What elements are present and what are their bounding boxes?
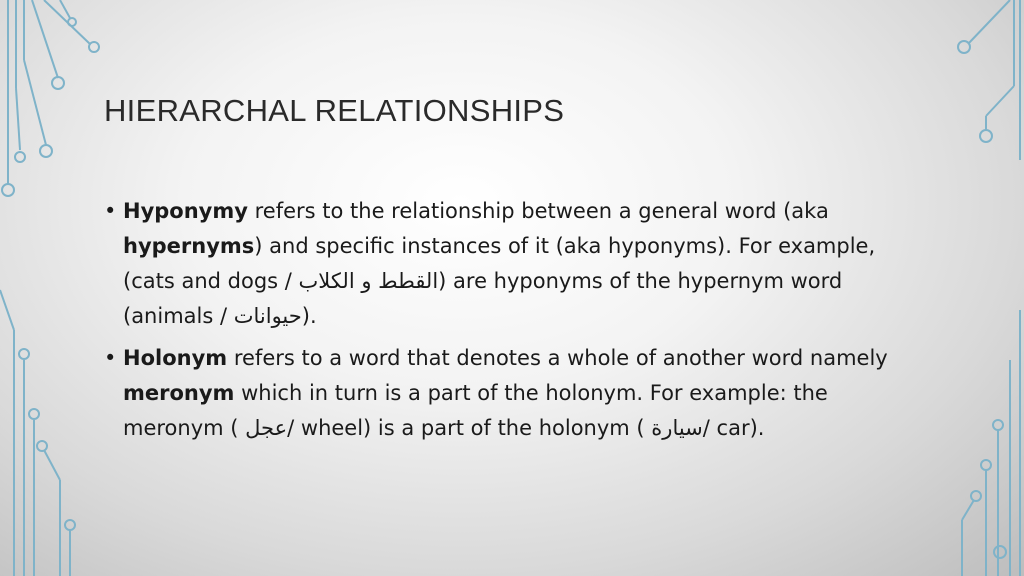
bullet-text: / car).: [702, 416, 765, 440]
term-hypernyms: hypernyms: [123, 234, 255, 258]
slide-title: HIERARCHAL RELATIONSHIPS: [104, 93, 565, 128]
arabic-text: سيارة: [651, 416, 703, 440]
bullet-text: / wheel) is a part of the holonym (: [287, 416, 652, 440]
bullet-text: ).: [301, 304, 317, 328]
term-meronym: meronym: [123, 381, 235, 405]
bullet-dot: •: [104, 199, 117, 223]
bullet-item-hyponymy: [104, 194, 904, 334]
arabic-text: حيوانات: [233, 304, 302, 328]
term-holonym: Holonym: [123, 346, 228, 370]
bullet-dot: •: [104, 346, 117, 370]
circuit-lines-left-top: [2, 0, 99, 196]
arabic-text: عجل: [245, 416, 288, 440]
bullet-item-holonym: [104, 341, 904, 446]
term-hyponymy: Hyponymy: [123, 199, 248, 223]
arabic-text: القطط و الكلاب: [298, 269, 439, 293]
bullet-text: which in turn is a part of the holonym. For example: the meronym (: [123, 381, 828, 440]
bullet-text: refers to a word that denotes a whole of another word namely: [227, 346, 888, 370]
bullet-text: ) and specific instances of it (aka hyponyms). For example, (cats and dogs /: [123, 234, 876, 293]
bullet-text: ) are hyponyms of the hypernym word (animals /: [123, 269, 843, 328]
bullet-list: [104, 194, 904, 453]
circuit-lines-right-top: [958, 0, 1020, 160]
circuit-lines-left-bottom: [0, 290, 75, 576]
bullet-text: refers to the relationship between a general word (aka: [247, 199, 829, 223]
circuit-lines-right-bottom: [962, 310, 1020, 576]
